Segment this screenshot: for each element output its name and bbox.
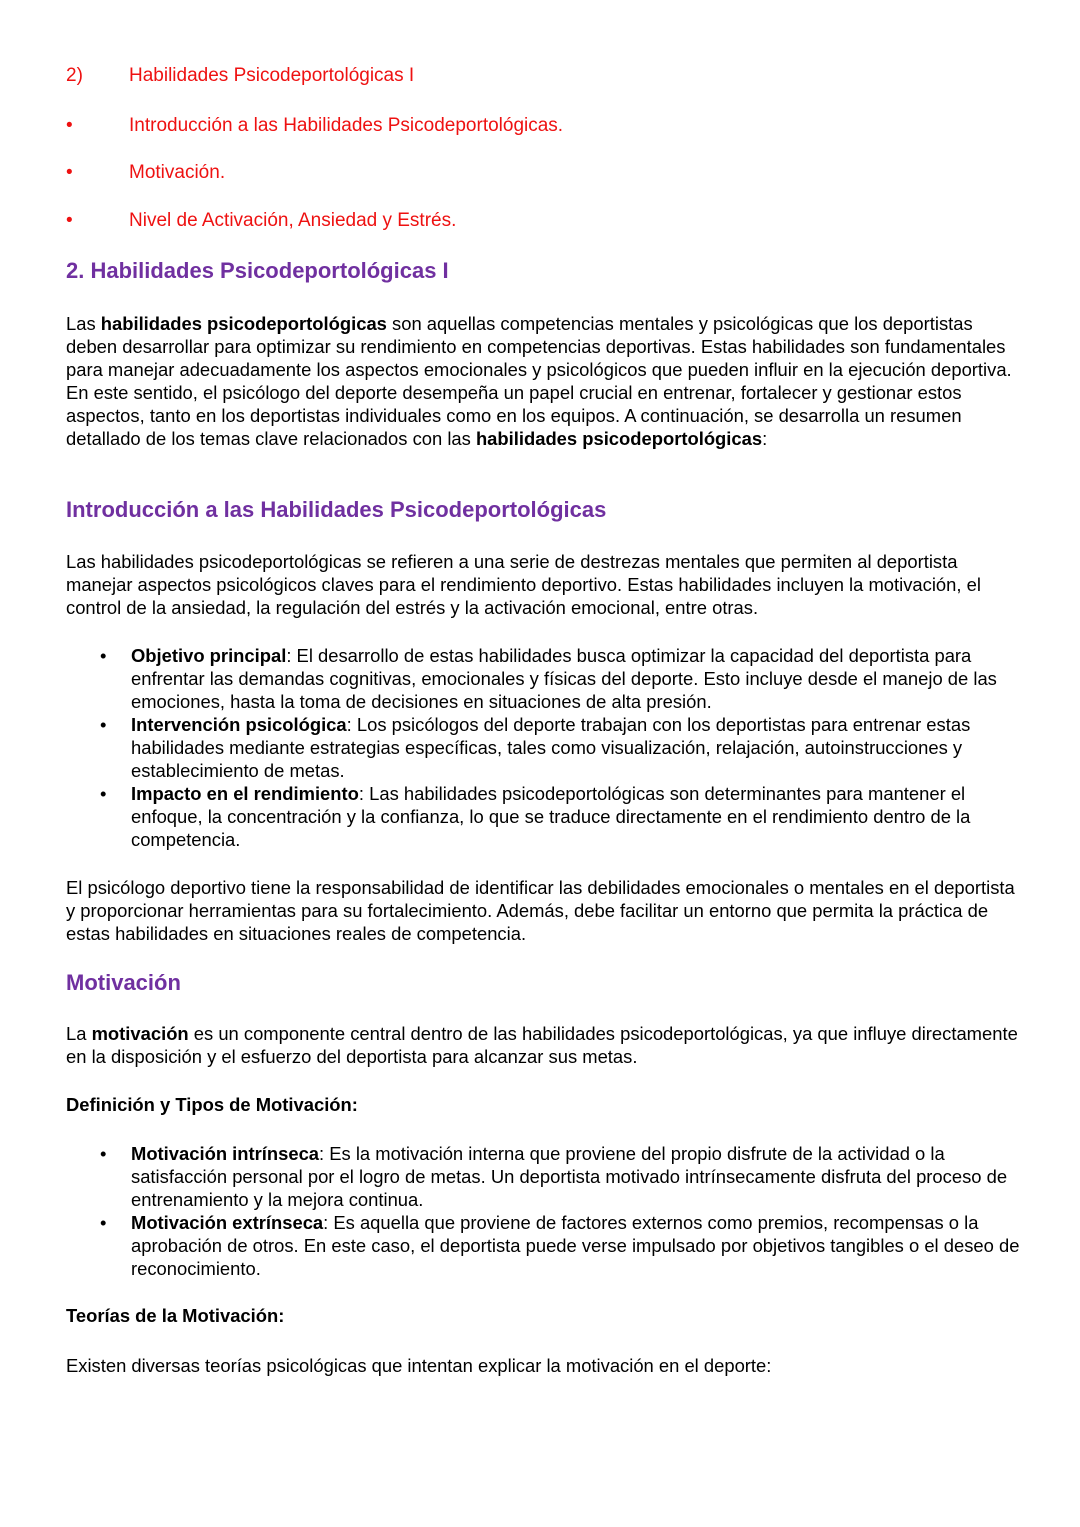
toc-marker: •: [66, 162, 73, 183]
bullet-text: : Es aquella que proviene de factores externos como premios, recompensas o la aprobación de otros. En este caso, el deportista puede verse impulsado por objetivos tangibles o el deseo de reconocimiento.: [131, 1212, 1020, 1279]
list-item: • Motivación extrínseca: Es aquella que proviene de factores externos como premios, recompensas o la aprobación de otros. En este caso, el deportista puede verse impulsado por objetivos tangibles o el deseo de reconocimiento.: [100, 1212, 1020, 1279]
bullet-text: : Es la motivación interna que proviene del propio disfrute de la actividad o la satisfacción personal por el logro de metas. Un deportista motivado intrínsecamente disfruta del proceso de entrenamiento y la mejora continua.: [131, 1143, 1008, 1210]
motivation-text: La: [66, 1023, 92, 1044]
intro-bold-term: habilidades psicodeportológicas: [100, 313, 387, 334]
motivation-theories-title: Teorías de la Motivación:: [66, 1305, 285, 1326]
motivation-paragraph: [66, 1022, 1021, 1068]
motivation-bold-term: motivación: [91, 1023, 189, 1044]
intro-text: son aquellas competencias mentales y psicológicas que los deportistas deben desarrollar para optimizar su rendimiento en competencias deportivas. Estas habilidades son fundamentales para manejar adecuadamente los aspectos emocionales y psicológicos que pueden influir en la ejecución deportiva. En este sentido, el psicólogo del deporte desempeña un papel crucial en entrenar, fortalecer y gestionar estos aspectos, tanto en los deportistas individuales como en los equipos. A continuación, se desarrolla un resumen detallado de los temas clave relacionados con las: [66, 313, 1012, 449]
bullet-text: : Las habilidades psicodeportológicas son determinantes para mantener el enfoque, la concentración y la confianza, lo que se traduce directamente en el rendimiento dentro de la competencia.: [131, 783, 971, 850]
bullet-term: Motivación extrínseca: [131, 1212, 324, 1233]
motivation-title: Motivación: [66, 970, 181, 995]
intro-section-title: Introducción a las Habilidades Psicodeportológicas: [66, 497, 607, 522]
toc-text: Motivación.: [129, 162, 226, 183]
section-title: 2. Habilidades Psicodeportológicas I: [66, 258, 449, 283]
toc-marker: 2): [66, 65, 83, 86]
bullet-term: Motivación intrínseca: [131, 1143, 320, 1164]
intro-section-paragraph: Las habilidades psicodeportológicas se refieren a una serie de destrezas mentales que permiten al deportista manejar aspectos psicológicos claves para el rendimiento deportivo. Estas habilidades incluyen la motivación, el control de la ansiedad, la regulación del estrés y la activación emocional, entre otras.: [66, 551, 981, 618]
bullet-term: Objetivo principal: [131, 645, 287, 666]
bullet-text: : El desarrollo de estas habilidades busca optimizar la capacidad del deportista para enfrentar las demandas cognitivas, emocionales y físicas del deporte. Esto incluye desde el manejo de las emociones, hasta la toma de decisiones en situaciones de alta presión.: [131, 645, 997, 712]
intro-bullet-list: [66, 644, 1026, 851]
bullet-text: : Los psicólogos del deporte trabajan con los deportistas para entrenar estas habilidades mediante estrategias específicas, tales como visualización, relajación, autoinstrucciones y establecimiento de metas.: [131, 714, 971, 781]
toc-text: Introducción a las Habilidades Psicodeportológicas.: [129, 115, 564, 136]
intro-text: :: [762, 428, 768, 449]
intro-paragraph: [66, 312, 1021, 450]
bullet-term: Intervención psicológica: [131, 714, 347, 735]
list-item: • Motivación intrínseca: Es la motivación interna que proviene del propio disfrute de la actividad o la satisfacción personal por el logro de metas. Un deportista motivado intrínsecamente disfruta del proceso de entrenamiento y la mejora continua.: [100, 1143, 1008, 1210]
motivation-text: es un componente central dentro de las habilidades psicodeportológicas, ya que influye directamente en la disposición y el esfuerzo del deportista para alcanzar sus metas.: [66, 1023, 1018, 1067]
intro-bold-term: habilidades psicodeportológicas: [475, 428, 763, 449]
list-item: • Intervención psicológica: Los psicólogos del deporte trabajan con los deportistas para entrenar estas habilidades mediante estrategias específicas, tales como visualización, relajación, autoinstrucciones y establecimiento de metas.: [100, 714, 971, 781]
bullet-term: Impacto en el rendimiento: [131, 783, 359, 804]
list-item: • Impacto en el rendimiento: Las habilidades psicodeportológicas son determinantes para mantener el enfoque, la concentración y la confianza, lo que se traduce directamente en el rendimiento dentro de la competencia.: [100, 783, 971, 850]
intro-closing-paragraph: El psicólogo deportivo tiene la responsabilidad de identificar las debilidades emocionales o mentales en el deportista y proporcionar herramientas para su fortalecimiento. Además, debe facilitar un entorno que permita la práctica de estas habilidades en situaciones reales de competencia.: [66, 877, 1015, 944]
toc-marker: •: [66, 210, 73, 231]
motivation-types-title: Definición y Tipos de Motivación:: [66, 1094, 358, 1115]
motivation-types-list: [66, 1142, 1026, 1280]
intro-text: Las: [66, 313, 101, 334]
list-item: • Objetivo principal: El desarrollo de estas habilidades busca optimizar la capacidad del deportista para enfrentar las demandas cognitivas, emocionales y físicas del deporte. Esto incluye desde el manejo de las emociones, hasta la toma de decisiones en situaciones de alta presión.: [100, 645, 997, 712]
toc-marker: •: [66, 115, 73, 136]
toc-text: Nivel de Activación, Ansiedad y Estrés.: [129, 210, 457, 231]
toc-text: Habilidades Psicodeportológicas I: [129, 65, 415, 86]
motivation-theories-intro: Existen diversas teorías psicológicas que intentan explicar la motivación en el deporte:: [66, 1355, 772, 1376]
